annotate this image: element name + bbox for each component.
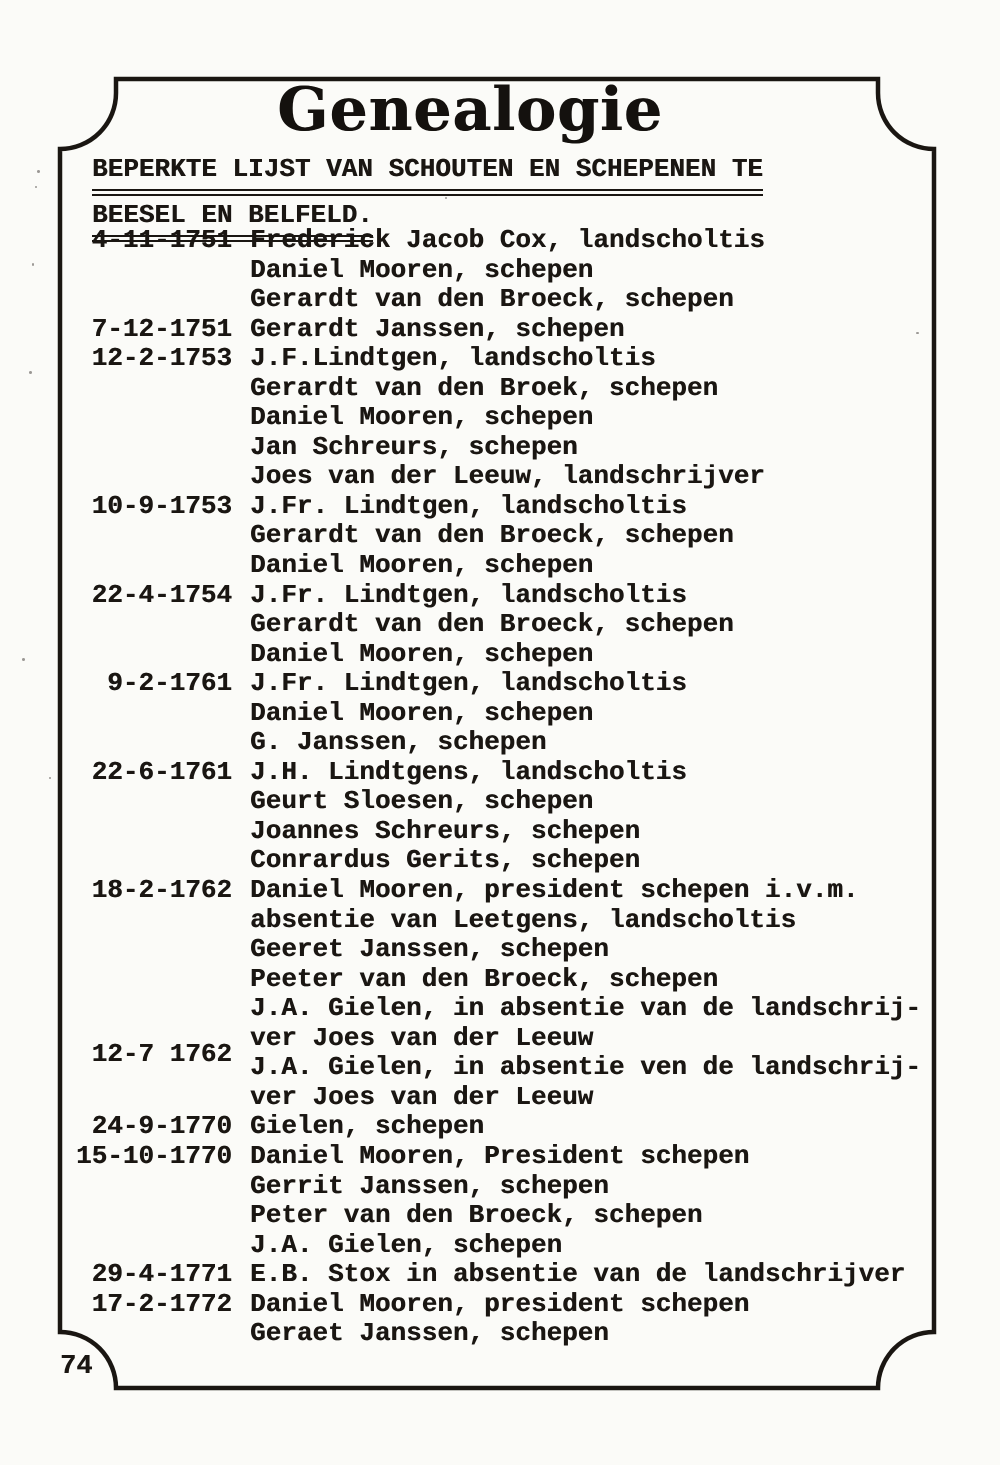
list-row bbox=[74, 935, 940, 965]
list-row bbox=[74, 758, 940, 788]
entry-text: Peeter van den Broeck, schepen bbox=[250, 963, 719, 994]
scan-speck bbox=[29, 371, 32, 374]
list-row bbox=[74, 403, 940, 433]
list-row bbox=[74, 699, 940, 729]
list-row bbox=[74, 581, 940, 611]
entry-text: Joannes Schreurs, schepen bbox=[250, 815, 641, 846]
list-row bbox=[74, 728, 940, 758]
list-row bbox=[74, 1201, 940, 1231]
entry-text: J.A. Gielen, in absentie ven de landschrij- bbox=[250, 1052, 921, 1083]
scan-speck bbox=[32, 263, 34, 266]
list-row bbox=[74, 492, 940, 522]
entry-text: ver Joes van der Leeuw bbox=[250, 1081, 594, 1112]
entry-text: Gerrit Janssen, schepen bbox=[250, 1170, 609, 1201]
entry-text: J.A. Gielen, schepen bbox=[250, 1229, 563, 1260]
entry-text: Daniel Mooren, President schepen bbox=[250, 1140, 750, 1171]
list-row bbox=[74, 1172, 940, 1202]
list-row bbox=[74, 965, 940, 995]
entry-date: 22-6-1761 bbox=[91, 756, 232, 787]
list-row bbox=[74, 374, 940, 404]
entry-text: Gerardt van den Broeck, schepen bbox=[250, 520, 734, 551]
list-row bbox=[74, 640, 940, 670]
list-row bbox=[74, 1231, 940, 1261]
subheading-line-1-text: BEPERKTE LIJST VAN SCHOUTEN EN SCHEPENEN TE bbox=[92, 150, 763, 196]
scan-speck bbox=[22, 658, 25, 661]
entry-text: Daniel Mooren, president schepen bbox=[250, 1288, 750, 1319]
list-row bbox=[74, 551, 940, 581]
list-row bbox=[74, 906, 940, 936]
entry-text: J.Fr. Lindtgen, landscholtis bbox=[250, 490, 687, 521]
entry-date: 15-10-1770 bbox=[75, 1140, 232, 1171]
subheading-line-2-text: BEESEL EN BELFELD. bbox=[92, 196, 373, 242]
list-row bbox=[74, 1112, 940, 1142]
entry-text: Jan Schreurs, schepen bbox=[250, 431, 578, 462]
entry-text: Conrardus Gerits, schepen bbox=[250, 845, 641, 876]
scan-speck bbox=[37, 170, 40, 173]
scan-speck bbox=[49, 777, 51, 779]
list-row bbox=[74, 1319, 940, 1349]
entry-date: 18-2-1762 bbox=[91, 875, 232, 906]
entries-list bbox=[74, 226, 940, 1349]
list-row bbox=[74, 1083, 940, 1113]
list-row bbox=[74, 610, 940, 640]
entry-date: 29-4-1771 bbox=[91, 1259, 232, 1290]
entry-text: Daniel Mooren, schepen bbox=[250, 254, 594, 285]
entry-text: Geraet Janssen, schepen bbox=[250, 1318, 609, 1349]
entry-text: Daniel Mooren, president schepen i.v.m. bbox=[250, 875, 859, 906]
list-row bbox=[74, 787, 940, 817]
entry-text: J.A. Gielen, in absentie van de landschrij- bbox=[250, 993, 921, 1024]
entry-text: Gielen, schepen bbox=[250, 1111, 485, 1142]
page-title: Genealogie bbox=[277, 75, 663, 145]
list-row bbox=[74, 521, 940, 551]
list-row bbox=[74, 433, 940, 463]
entry-text: Daniel Mooren, schepen bbox=[250, 638, 594, 669]
subheading-line-1 bbox=[92, 150, 763, 196]
list-row bbox=[74, 226, 940, 256]
entry-text: E.B. Stox in absentie van de landschrijver bbox=[250, 1259, 906, 1290]
entry-date: 9-2-1761 bbox=[107, 668, 232, 699]
list-row bbox=[74, 256, 940, 286]
list-row bbox=[74, 1290, 940, 1320]
entry-text: J.H. Lindtgens, landscholtis bbox=[250, 756, 687, 787]
page-number: 74 bbox=[60, 1352, 93, 1382]
entry-text: Peter van den Broeck, schepen bbox=[250, 1200, 703, 1231]
list-row bbox=[74, 1260, 940, 1290]
entry-text: G. Janssen, schepen bbox=[250, 727, 547, 758]
entry-text: Daniel Mooren, schepen bbox=[250, 550, 594, 581]
entry-date: 22-4-1754 bbox=[91, 579, 232, 610]
entry-text: Geeret Janssen, schepen bbox=[250, 934, 609, 965]
entry-text: Gerardt van den Broeck, schepen bbox=[250, 609, 734, 640]
entry-text: ver Joes van der Leeuw bbox=[250, 1022, 594, 1053]
entry-date: 17-2-1772 bbox=[91, 1288, 232, 1319]
list-row bbox=[74, 1039, 940, 1083]
entry-date: 12-7 1762 bbox=[91, 1039, 232, 1070]
entry-text: absentie van Leetgens, landscholtis bbox=[250, 904, 797, 935]
entry-text: Daniel Mooren, schepen bbox=[250, 697, 594, 728]
entry-text: Daniel Mooren, schepen bbox=[250, 402, 594, 433]
list-row bbox=[74, 669, 940, 699]
entry-date: 4-11-1751 bbox=[91, 225, 232, 255]
list-row bbox=[74, 1142, 940, 1172]
list-row bbox=[74, 315, 940, 345]
scan-speck bbox=[916, 332, 919, 334]
list-row bbox=[74, 817, 940, 847]
entry-date: 7-12-1751 bbox=[91, 313, 232, 344]
entry-date: 12-2-1753 bbox=[91, 343, 232, 374]
entry-text: Geurt Sloesen, schepen bbox=[250, 786, 594, 817]
scan-speck bbox=[445, 197, 447, 199]
list-row bbox=[74, 994, 940, 1024]
entry-text: J.Fr. Lindtgen, landscholtis bbox=[250, 668, 687, 699]
entry-text: Gerardt van den Broeck, schepen bbox=[250, 284, 734, 315]
list-row bbox=[74, 462, 940, 492]
entry-text: Frederick Jacob Cox, landscholtis bbox=[250, 225, 765, 255]
entry-text: Gerardt van den Broek, schepen bbox=[250, 372, 719, 403]
list-row bbox=[74, 344, 940, 374]
entry-date: 24-9-1770 bbox=[91, 1111, 232, 1142]
list-row bbox=[74, 846, 940, 876]
entry-text: J.Fr. Lindtgen, landscholtis bbox=[250, 579, 687, 610]
entry-text: Joes van der Leeuw, landschrijver bbox=[250, 461, 765, 492]
entry-text: Gerardt Janssen, schepen bbox=[250, 313, 625, 344]
entry-date: 10-9-1753 bbox=[91, 490, 232, 521]
list-row bbox=[74, 285, 940, 315]
list-row bbox=[74, 876, 940, 906]
scan-speck bbox=[35, 186, 37, 188]
entry-text: J.F.Lindtgen, landscholtis bbox=[250, 343, 656, 374]
